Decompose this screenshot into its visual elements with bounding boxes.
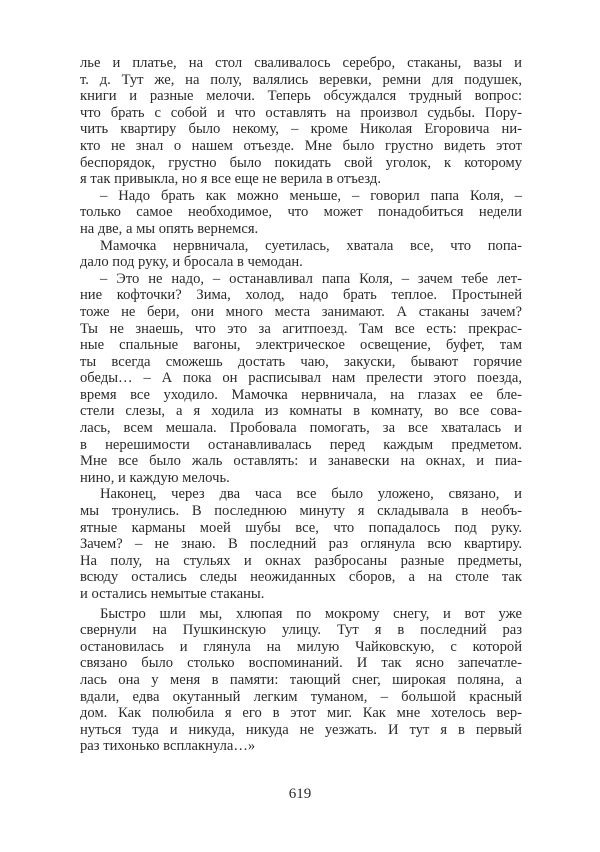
text-line: обеды… – А пока он расписывал нам прелести этого поезда, [80, 370, 522, 387]
text-line: Наконец, через два часа все было уложено, связано, и [100, 486, 522, 503]
paragraph [80, 238, 522, 271]
text-line: лье и платье, на стол сваливалось серебро, стаканы, вазы и [80, 55, 522, 71]
text-line: вдали, едва окутанный легким туманом, – большой красный [80, 688, 522, 705]
paragraph [80, 606, 522, 755]
text-line: Ты не знаешь, что это за агитпоезд. Там все есть: прекрас- [80, 320, 522, 337]
text-line: мы тронулись. В последнюю минуту я складывала в необъ- [80, 503, 522, 520]
text-line: дом. Как полюбила я его в этот миг. Как мне хотелось вер- [80, 705, 522, 722]
text-line: связано было столько воспоминаний. И так ясно запечатле- [80, 655, 522, 672]
text-line: нуться туда и никуда, никуда не уезжать. И тут я в первый [80, 721, 522, 738]
page-body [80, 55, 522, 755]
text-line: раз тихонько всплакнула…» [80, 738, 256, 755]
text-line: Быстро шли мы, хлюпая по мокрому снегу, и вот уже [100, 605, 522, 622]
paragraph [80, 271, 522, 487]
paragraph [80, 55, 522, 188]
text-line: ты всегда сможешь достать чаю, закуски, бывают горячие [80, 353, 522, 370]
text-line: книги и разные мелочи. Теперь обсуждался трудный вопрос: [80, 88, 522, 105]
text-line: стели слезы, а я ходила из комнаты в комнату, во все сова- [80, 403, 522, 420]
text-line: остановилась и глянула на милую Чайковскую, с которой [80, 638, 522, 655]
text-line: ятные карманы моей шубы все, что попадалось под руку. [80, 519, 522, 536]
text-line: беспорядок, грустно было покидать свой уголок, к которому [80, 154, 522, 171]
text-line: – Надо брать как можно меньше, – говорил папа Коля, – [100, 187, 522, 204]
text-line: нино, и каждую мелочь. [80, 469, 230, 486]
text-line: всюду остались следы неожиданных сборов, а на столе так [80, 569, 522, 586]
text-line: дало под руку, и бросала в чемодан. [80, 254, 303, 271]
paragraph [80, 188, 522, 238]
text-line: я так привыкла, но я все еще не верила в отъезд. [80, 171, 381, 188]
text-line: лась, всем мешала. Пробовала помогать, за все хваталась и [80, 420, 522, 437]
text-line: что брать с собой и что оставлять на произвол судьбы. Пору- [80, 104, 522, 121]
text-line: лась она у меня в памяти: тающий снег, широкая поляна, а [80, 671, 522, 688]
text-line: – Это не надо, – останавливал папа Коля, – зачем тебе лет- [100, 270, 522, 287]
text-line: На полу, на стульях и окнах разбросаны разные предметы, [80, 552, 522, 569]
text-line: чить квартиру было некому, – кроме Николая Егоровича ни- [80, 121, 522, 138]
paragraph [80, 486, 522, 602]
text-line: и остались немытые стаканы. [80, 586, 265, 602]
page-number: 619 [288, 786, 312, 802]
text-line: Зачем? – не знаю. В последний раз оглянула всю квартиру. [80, 536, 522, 553]
text-line: ные спальные вагоны, электрическое освещение, буфет, там [80, 337, 522, 354]
text-line: тоже не бери, они много места занимают. А стаканы зачем? [80, 303, 522, 320]
text-line: свернули на Пушкинскую улицу. Тут я в последний раз [80, 622, 522, 639]
text-line: время все уходило. Мамочка нервничала, на глазах ее бле- [80, 386, 522, 403]
text-line: на две, а мы опять вернемся. [80, 220, 259, 237]
text-line: Мне все было жаль оставлять: и занавески на окнах, и пиа- [80, 453, 522, 470]
text-line: в нерешимости останавливалась перед каждым предметом. [80, 436, 522, 453]
text-line: ние кофточки? Зима, холод, надо брать теплое. Простыней [80, 287, 522, 304]
text-line: кто не знал о нашем отъезде. Мне было грустно видеть этот [80, 137, 522, 154]
text-line: т. д. Тут же, на полу, валялись веревки, ремни для подушек, [80, 71, 522, 88]
text-line: только самое необходимое, что может понадобиться недели [80, 204, 522, 221]
text-line: Мамочка нервничала, суетилась, хватала все, что попа- [100, 237, 522, 254]
